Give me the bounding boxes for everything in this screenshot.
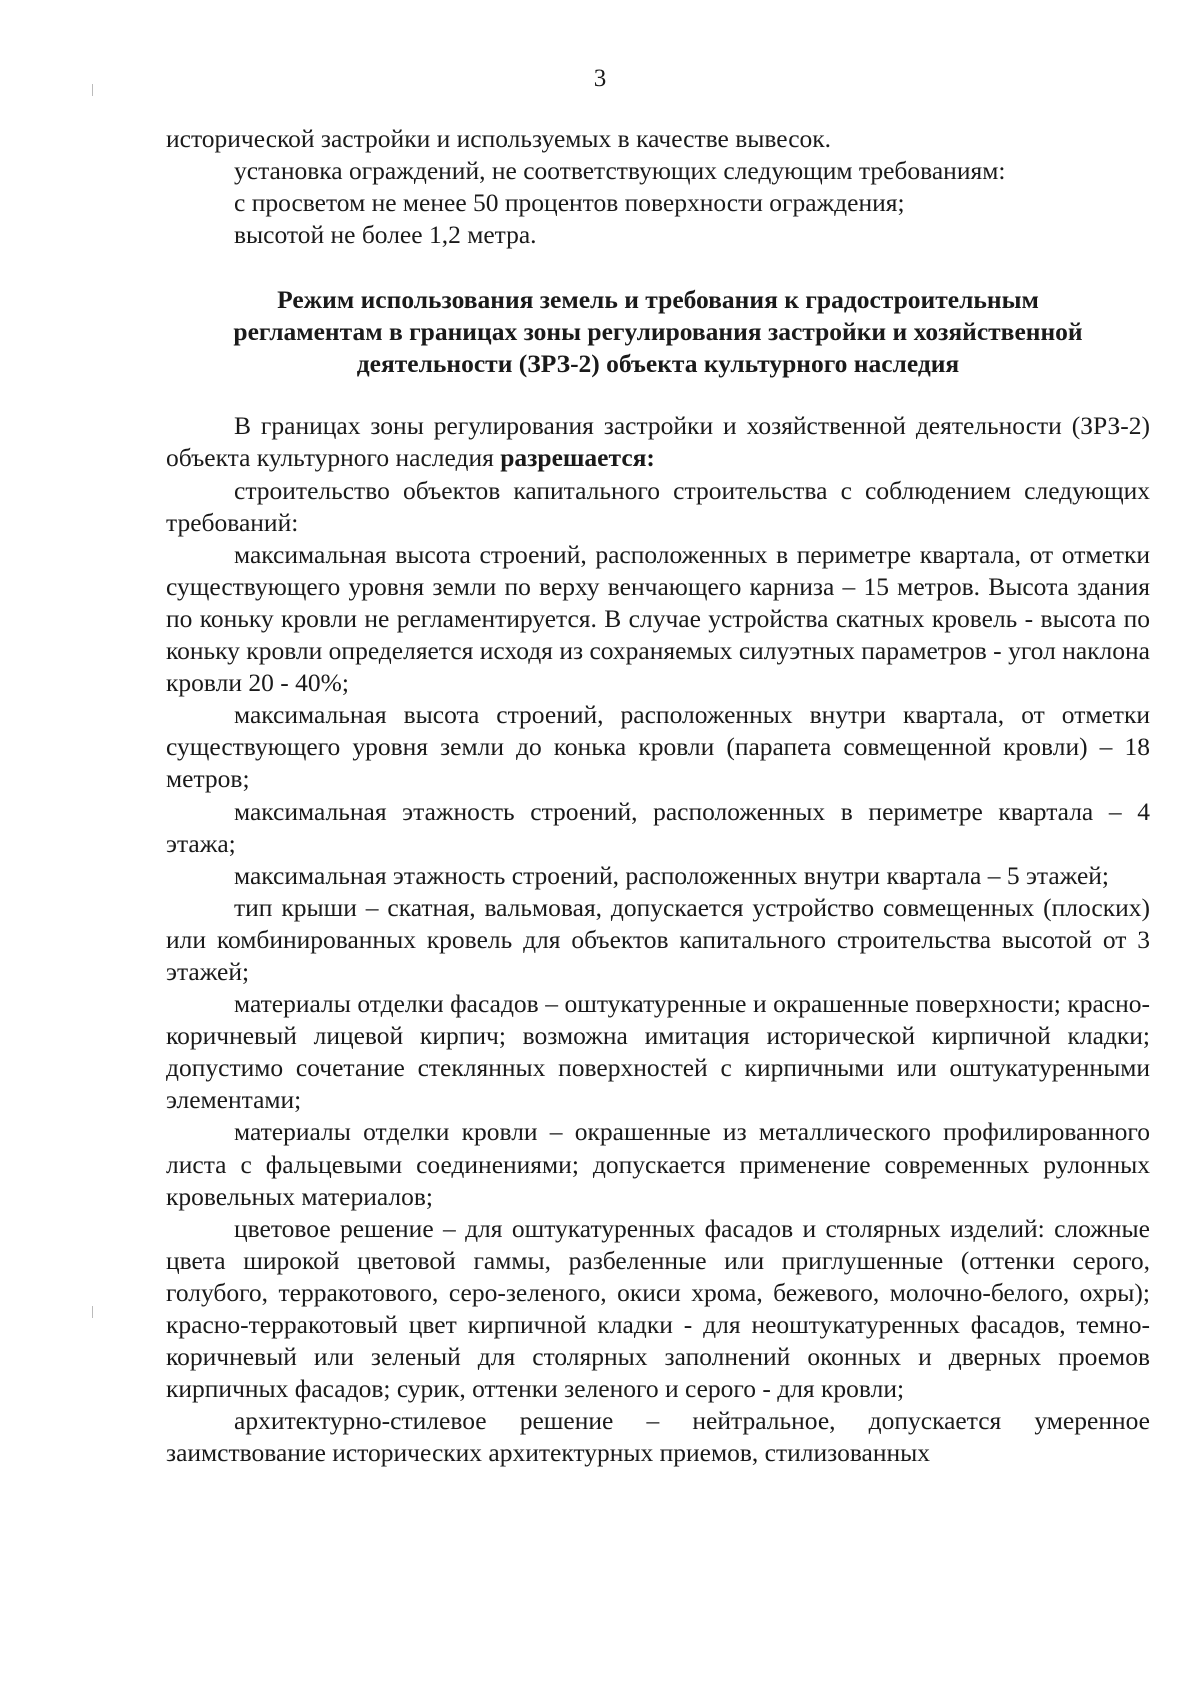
requirement-paragraph: максимальная этажность строений, расположенных в периметре квартала – 4 этажа; bbox=[166, 796, 1150, 858]
requirement-paragraph: цветовое решение – для оштукатуренных фасадов и столярных изделий: сложные цвета широкой цветовой гаммы, разбеленные или приглушенные (оттенки серого, голубого, терракотового, серо-зеленого, окиси хрома, бежевого, молочно-белого, охры); красно-терракотовый цвет кирпичной кладки - для неоштукатуренных фасадов, темно-коричневый или зеленый для столярных заполнений оконных и дверных проемов кирпичных фасадов; сурик, оттенки зеленого и серого - для кровли; bbox=[166, 1213, 1150, 1404]
requirement-paragraph: тип крыши – скатная, вальмовая, допускается устройство совмещенных (плоских) или комбинированных кровель для объектов капитального строительства высотой от 3 этажей; bbox=[166, 892, 1150, 986]
scan-margin-mark bbox=[92, 1306, 93, 1318]
requirement-paragraph: материалы отделки фасадов – оштукатуренные и окрашенные поверхности; красно-коричневый лицевой кирпич; возможна имитация исторической кирпичной кладки; допустимо сочетание стеклянных поверхностей с кирпичными или оштукатуренными элементами; bbox=[166, 989, 1150, 1115]
section-heading bbox=[166, 284, 1150, 380]
carryover-line: исторической застройки и используемых в качестве вывесок. bbox=[166, 124, 832, 153]
requirement-paragraph: максимальная высота строений, расположенных внутри квартала, от отметки существующего уровня земли до конька кровли (парапета совмещенной кровли) – 18 метров; bbox=[166, 700, 1150, 794]
fence-item: высотой не более 1,2 метра. bbox=[234, 220, 537, 250]
fence-item: установка ограждений, не соответствующих следующим требованиям: bbox=[234, 156, 1006, 186]
requirement-paragraph: архитектурно-стилевое решение – нейтральное, допускается умеренное заимствование исторических архитектурных приемов, стилизованных bbox=[166, 1406, 1150, 1468]
intro-text: В границах зоны регулирования застройки и хозяйственной деятельности (ЗРЗ-2) объекта культурного наследия bbox=[166, 411, 1150, 473]
heading-line: Режим использования земель и требования к градостроительным bbox=[277, 285, 1039, 315]
intro-paragraph bbox=[166, 410, 1150, 474]
heading-line: регламентам в границах зоны регулирования застройки и хозяйственной bbox=[233, 317, 1083, 347]
heading-line: деятельности (ЗРЗ-2) объекта культурного наследия bbox=[356, 349, 960, 379]
requirement-paragraph: максимальная высота строений, расположенных в периметре квартала, от отметки существующего уровня земли по верху венчающего карниза – 15 метров. Высота здания по коньку кровли не регламентируется. В случае устройства скатных кровель - высота по коньку кровли определяется исходя из сохраняемых силуэтных параметров - угол наклона кровли 20 - 40%; bbox=[166, 539, 1150, 698]
page-number: 3 bbox=[593, 65, 607, 92]
requirement-paragraph: строительство объектов капитального строительства с соблюдением следующих требований: bbox=[166, 475, 1150, 537]
requirement-paragraph: максимальная этажность строений, расположенных внутри квартала – 5 этажей; bbox=[234, 860, 1109, 890]
fence-item: с просветом не менее 50 процентов поверхности ограждения; bbox=[234, 188, 905, 218]
requirement-paragraph: материалы отделки кровли – окрашенные из металлического профилированного листа с фальцевыми соединениями; допускается применение современных рулонных кровельных материалов; bbox=[166, 1117, 1150, 1211]
intro-bold-term: разрешается: bbox=[500, 443, 655, 473]
document-body bbox=[166, 123, 1150, 1469]
